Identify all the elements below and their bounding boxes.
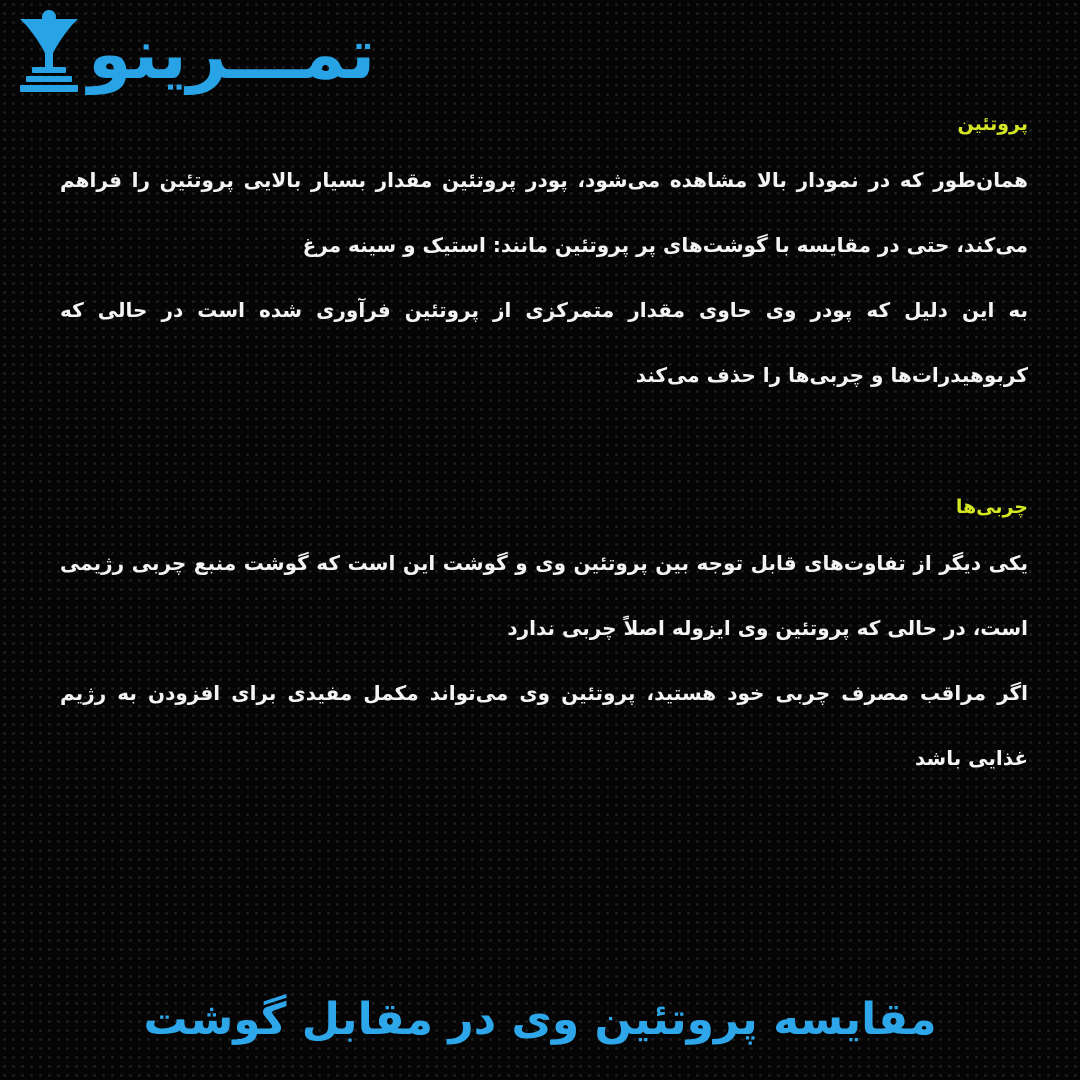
section-fats [60, 483, 1028, 791]
section-protein [60, 100, 1028, 408]
footer-title: مقایسه پروتئین وی در مقابل گوشت [143, 994, 937, 1045]
brand-logo [14, 6, 444, 102]
section-title-protein: پروتئین [957, 113, 1028, 135]
paragraph: همان‌طور که در نمودار بالا مشاهده می‌شود، پودر پروتئین مقدار بسیار بالایی پروتئین را فراهم می‌کند، حتی در مقایسه با گوشت‌های پر پروتئین مانند: استیک و سینه مرغ [60, 168, 1028, 257]
trophy-cup-icon [14, 9, 84, 99]
section-gap [60, 408, 1028, 483]
paragraph: یکی دیگر از تفاوت‌های قابل توجه بین پروتئین وی و گوشت این است که گوشت منبع چربی رژیمی است، در حالی که پروتئین وی ایزوله اصلاً چربی ندارد [60, 551, 1028, 640]
article-body [60, 100, 1028, 791]
paragraph: به این دلیل که پودر وی حاوی مقدار متمرکزی از پروتئین فرآوری شده است در حالی که کربوهیدرات‌ها و چربی‌ها را حذف می‌کند [60, 298, 1028, 387]
section-title-fats: چربی‌ها [955, 496, 1028, 518]
paragraph: اگر مراقب مصرف چربی خود هستید، پروتئین وی می‌تواند مکمل مفیدی برای افزودن به رژیم غذایی باشد [60, 681, 1028, 770]
brand-name: تمـــرینو [88, 13, 376, 95]
